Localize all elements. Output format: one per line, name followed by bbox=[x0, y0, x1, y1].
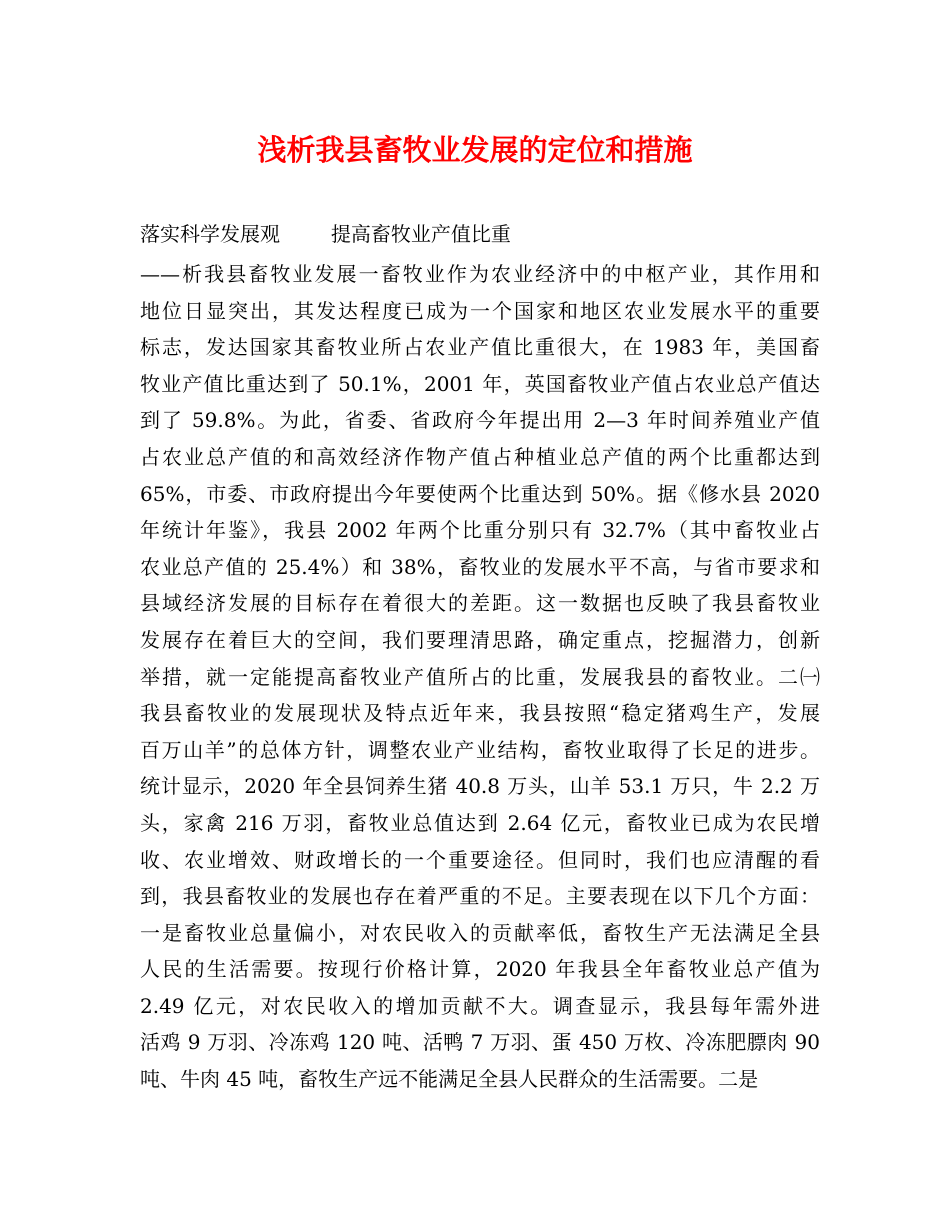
body-line: 农业总产值的 25.4%）和 38%，畜牧业的发展水平不高，与省市要求和 bbox=[140, 554, 820, 579]
document-subtitle: 落实科学发展观 提高畜牧业产值比重 bbox=[140, 222, 511, 246]
body-line: 2.49 亿元，对农民收入的增加贡献不大。调查显示，我县每年需外进 bbox=[140, 993, 820, 1018]
body-line: 活鸡 9 万羽、冷冻鸡 120 吨、活鸭 7 万羽、蛋 450 万枚、冷冻肥膘肉 90 bbox=[140, 1030, 820, 1055]
document-body bbox=[140, 256, 820, 1098]
body-line: 发展存在着巨大的空间，我们要理清思路，确定重点，挖掘潜力，创新 bbox=[140, 627, 820, 652]
body-line: 我县畜牧业的发展现状及特点近年来，我县按照“稳定猪鸡生产，发展 bbox=[140, 701, 820, 726]
body-line: 到了 59.8%。为此，省委、省政府今年提出用 2—3 年时间养殖业产值 bbox=[140, 408, 820, 433]
body-line: 标志，发达国家其畜牧业所占农业产值比重很大，在 1983 年，美国畜 bbox=[140, 335, 820, 360]
body-line: 牧业产值比重达到了 50.1%，2001 年，英国畜牧业产值占农业总产值达 bbox=[140, 371, 820, 396]
body-line: 头，家禽 216 万羽，畜牧业总值达到 2.64 亿元，畜牧业已成为农民增 bbox=[140, 810, 820, 835]
body-line: 举措，就一定能提高畜牧业产值所占的比重，发展我县的畜牧业。二㈠ bbox=[140, 664, 820, 689]
body-line: 百万山羊”的总体方针，调整农业产业结构，畜牧业取得了长足的进步。 bbox=[140, 737, 820, 762]
body-line: 人民的生活需要。按现行价格计算，2020 年我县全年畜牧业总产值为 bbox=[140, 957, 820, 982]
body-line: 65%，市委、市政府提出今年要使两个比重达到 50%。据《修水县 2020 bbox=[140, 481, 820, 506]
body-line: 收、农业增效、财政增长的一个重要途径。但同时，我们也应清醒的看 bbox=[140, 847, 820, 872]
body-line: 吨、牛肉 45 吨，畜牧生产远不能满足全县人民群众的生活需要。二是 bbox=[140, 1067, 759, 1092]
body-line: 占农业总产值的和高效经济作物产值占种植业总产值的两个比重都达到 bbox=[140, 444, 820, 469]
body-line: 到，我县畜牧业的发展也存在着严重的不足。主要表现在以下几个方面： bbox=[140, 884, 820, 909]
body-line: ——析我县畜牧业发展一畜牧业作为农业经济中的中枢产业，其作用和 bbox=[140, 262, 820, 286]
body-line: 统计显示，2020 年全县饲养生猪 40.8 万头，山羊 53.1 万只，牛 2.2 万 bbox=[140, 774, 820, 799]
body-line: 一是畜牧业总量偏小，对农民收入的贡献率低，畜牧生产无法满足全县 bbox=[140, 920, 820, 945]
body-line: 地位日显突出，其发达程度已成为一个国家和地区农业发展水平的重要 bbox=[140, 298, 820, 323]
body-line: 县域经济发展的目标存在着很大的差距。这一数据也反映了我县畜牧业 bbox=[140, 591, 820, 616]
body-line: 年统计年鉴》，我县 2002 年两个比重分别只有 32.7%（其中畜牧业占 bbox=[140, 518, 820, 543]
document-title: 浅析我县畜牧业发展的定位和措施 bbox=[257, 133, 693, 167]
